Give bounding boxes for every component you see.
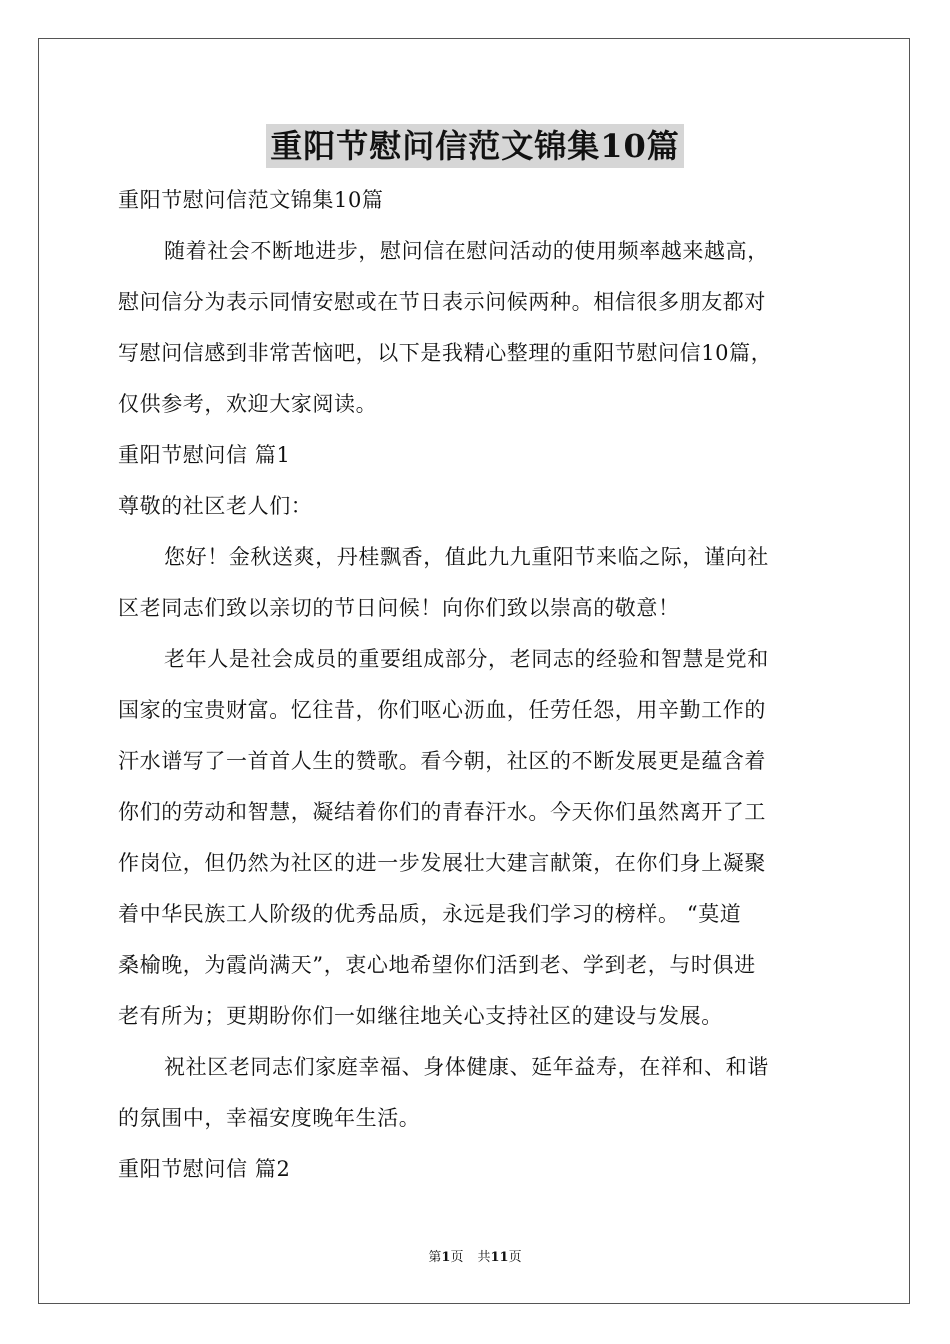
text-line: 你们的劳动和智慧，凝结着你们的青春汗水。今天你们虽然离开了工 (118, 800, 766, 824)
text-line: 老有所为；更期盼你们一如继往地关心支持社区的建设与发展。 (118, 1004, 723, 1028)
text-line: 仅供参考，欢迎大家阅读。 (118, 392, 378, 416)
text-line: 您好！金秋送爽，丹桂飘香，值此九九重阳节来临之际，谨向社 (164, 545, 769, 569)
text-line: 写慰问信感到非常苦恼吧，以下是我精心整理的重阳节慰问信10篇， (118, 341, 773, 365)
page-current: 1 (441, 1250, 451, 1265)
title-container (0, 124, 950, 168)
total-suffix: 页 (508, 1250, 522, 1265)
document-title: 重阳节慰问信范文锦集10篇 (266, 124, 684, 168)
text-line: 随着社会不断地进步，慰问信在慰问活动的使用频率越来越高， (164, 239, 769, 263)
text-line: 重阳节慰问信范文锦集10篇 (118, 188, 384, 212)
page-footer (0, 1246, 950, 1265)
text-line: 的氛围中，幸福安度晚年生活。 (118, 1106, 421, 1130)
text-line: 汗水谱写了一首首人生的赞歌。看今朝，社区的不断发展更是蕴含着 (118, 749, 766, 773)
text-line: 老年人是社会成员的重要组成部分，老同志的经验和智慧是党和 (164, 647, 769, 671)
text-line: 区老同志们致以亲切的节日问候！向你们致以崇高的敬意！ (118, 596, 680, 620)
total-prefix: 共 (477, 1250, 491, 1265)
text-line: 祝社区老同志们家庭幸福、身体健康、延年益寿，在祥和、和谐 (164, 1055, 769, 1079)
text-line: 着中华民族工人阶级的优秀品质，永远是我们学习的榜样。 “莫道 (118, 902, 742, 926)
text-line: 重阳节慰问信 篇1 (118, 443, 291, 467)
document-body (118, 178, 840, 1198)
page-suffix: 页 (450, 1250, 464, 1265)
text-line: 慰问信分为表示同情安慰或在节日表示问候两种。相信很多朋友都对 (118, 290, 766, 314)
text-line: 尊敬的社区老人们： (118, 494, 313, 518)
text-line: 桑榆晚，为霞尚满天”，衷心地希望你们活到老、学到老，与时俱进 (118, 953, 756, 977)
text-line: 作岗位，但仍然为社区的进一步发展壮大建言献策，在你们身上凝聚 (118, 851, 766, 875)
text-line: 国家的宝贵财富。忆往昔，你们呕心沥血，任劳任怨，用辛勤工作的 (118, 698, 766, 722)
text-line: 重阳节慰问信 篇2 (118, 1157, 291, 1181)
page-prefix: 第 (428, 1250, 442, 1265)
page-total: 11 (490, 1250, 509, 1265)
